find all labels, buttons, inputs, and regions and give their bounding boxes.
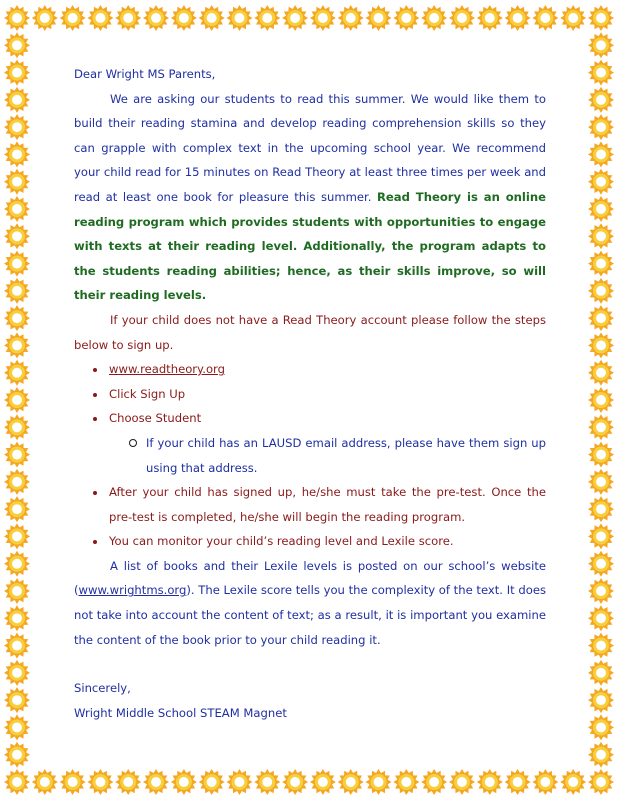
sun-icon — [199, 769, 225, 795]
sun-icon — [393, 769, 419, 795]
sun-icon — [4, 305, 30, 331]
sun-icon — [115, 5, 141, 31]
sun-icon — [4, 114, 30, 140]
sun-icon — [4, 769, 30, 795]
sun-icon — [4, 32, 30, 58]
sun-icon — [588, 251, 614, 277]
list-item — [74, 357, 546, 382]
spacer — [74, 652, 546, 676]
sun-icon — [4, 87, 30, 113]
sun-icon — [505, 5, 531, 31]
sun-icon — [4, 5, 30, 31]
bullet-icon — [93, 540, 97, 544]
sun-icon — [588, 442, 614, 468]
lexile-text-end: ). The Lexile score tells you the complexity of the text. It does not take into account the content of text; as a result, it is important you examine the content of the book prior to your child reading it. — [74, 583, 546, 647]
sun-icon — [4, 578, 30, 604]
sun-icon — [4, 278, 30, 304]
sun-icon — [310, 769, 336, 795]
sun-icon — [366, 5, 392, 31]
sun-icon — [4, 60, 30, 86]
sun-icon — [588, 5, 614, 31]
step-monitor: You can monitor your child’s reading level and Lexile score. — [109, 534, 454, 549]
signup-instructions: If your child does not have a Read Theory account please follow the steps below to sign up. — [74, 312, 546, 352]
sun-icon — [4, 360, 30, 386]
lausd-note: If your child has an LAUSD email address, please have them sign up using that address. — [146, 435, 546, 475]
list-item — [74, 529, 546, 554]
sun-icon — [60, 5, 86, 31]
sun-icon — [588, 223, 614, 249]
sun-icon — [366, 769, 392, 795]
sun-icon — [143, 5, 169, 31]
sun-icon — [588, 60, 614, 86]
sun-icon — [4, 660, 30, 686]
sun-icon — [171, 5, 197, 31]
sun-icon — [4, 742, 30, 768]
sun-icon — [588, 305, 614, 331]
sun-icon — [588, 360, 614, 386]
sun-icon — [4, 687, 30, 713]
lexile-text-start: A list of books and their Lexile levels is posted on our school’s website ( — [74, 558, 546, 598]
sun-icon — [588, 278, 614, 304]
sun-icon — [532, 5, 558, 31]
bullet-icon — [93, 417, 97, 421]
step-sign-up: Click Sign Up — [109, 386, 186, 401]
sun-icon — [560, 5, 586, 31]
sun-icon — [282, 769, 308, 795]
sun-icon — [310, 5, 336, 31]
sun-icon — [87, 5, 113, 31]
signature: Wright Middle School STEAM Magnet — [74, 705, 287, 720]
sun-icon — [4, 469, 30, 495]
sun-icon — [32, 5, 58, 31]
list-item — [74, 406, 546, 431]
sun-icon — [4, 551, 30, 577]
bullet-icon — [93, 393, 97, 397]
sun-icon — [421, 769, 447, 795]
closing: Sincerely, — [74, 681, 131, 696]
sun-icon — [588, 196, 614, 222]
sun-icon — [421, 5, 447, 31]
sun-icon — [588, 169, 614, 195]
step-pretest: After your child has signed up, he/she must take the pre-test. Once the pre-test is completed, he/she will begin the reading program. — [109, 485, 546, 524]
sun-icon — [588, 769, 614, 795]
sun-icon — [449, 5, 475, 31]
sun-icon — [199, 5, 225, 31]
signup-steps-list-continued — [74, 480, 546, 554]
sun-icon — [588, 114, 614, 140]
sun-icon — [227, 769, 253, 795]
sun-icon — [588, 32, 614, 58]
letter-body — [74, 62, 546, 725]
readtheory-link[interactable]: www.readtheory.org — [109, 362, 225, 377]
sun-icon — [4, 605, 30, 631]
sun-icon — [60, 769, 86, 795]
sun-icon — [588, 605, 614, 631]
sun-icon — [588, 469, 614, 495]
sun-icon — [477, 5, 503, 31]
sun-icon — [4, 332, 30, 358]
sun-icon — [588, 523, 614, 549]
sun-icon — [4, 714, 30, 740]
sun-icon — [4, 196, 30, 222]
sun-icon — [338, 5, 364, 31]
bullet-icon — [93, 368, 97, 372]
sun-icon — [505, 769, 531, 795]
greeting: Dear Wright MS Parents, — [74, 67, 216, 81]
sun-icon — [282, 5, 308, 31]
signup-steps-list — [74, 357, 546, 431]
sun-icon — [4, 251, 30, 277]
intro-text: We are asking our students to read this summer. We would like them to build their reading stamina and develop reading comprehension skills so they can grapple with complex text in the upcoming school year. We recommend your child read for 15 minutes on Read Theory at least three times per week and read at least one book for pleasure this summer. — [74, 91, 546, 204]
sun-icon — [4, 141, 30, 167]
sun-icon — [588, 687, 614, 713]
sun-icon — [560, 769, 586, 795]
sun-icon — [588, 633, 614, 659]
sun-icon — [338, 769, 364, 795]
sun-icon — [588, 714, 614, 740]
sun-icon — [588, 742, 614, 768]
sun-icon — [4, 387, 30, 413]
sun-icon — [4, 523, 30, 549]
school-website-link[interactable]: www.wrightms.org — [78, 583, 187, 598]
sun-icon — [588, 551, 614, 577]
sun-icon — [32, 769, 58, 795]
sun-icon — [393, 5, 419, 31]
list-item — [74, 382, 546, 407]
sun-icon — [115, 769, 141, 795]
sun-icon — [588, 87, 614, 113]
bullet-icon — [93, 491, 97, 495]
sun-icon — [87, 769, 113, 795]
lexile-paragraph — [74, 554, 546, 652]
sub-list-item — [74, 431, 546, 480]
sun-icon — [588, 414, 614, 440]
sun-icon — [588, 578, 614, 604]
list-item — [74, 480, 546, 529]
sun-icon — [588, 660, 614, 686]
read-theory-description: Read Theory is an online reading program which provides students with opportunities to engage with texts at their reading level. Additionally, the program adapts to the students reading abilities; hence, as their skills improve, so will their reading levels. — [74, 189, 546, 303]
sun-icon — [588, 496, 614, 522]
sun-icon — [4, 633, 30, 659]
sun-icon — [4, 223, 30, 249]
sun-icon — [4, 414, 30, 440]
sun-icon — [4, 496, 30, 522]
step-choose-student: Choose Student — [109, 411, 202, 426]
sun-icon — [477, 769, 503, 795]
sun-icon — [532, 769, 558, 795]
sun-icon — [588, 141, 614, 167]
hollow-bullet-icon — [129, 439, 137, 447]
sun-icon — [171, 769, 197, 795]
sun-icon — [254, 769, 280, 795]
sun-icon — [4, 442, 30, 468]
sun-icon — [254, 5, 280, 31]
sun-icon — [4, 169, 30, 195]
sun-icon — [588, 332, 614, 358]
sun-icon — [588, 387, 614, 413]
sun-icon — [143, 769, 169, 795]
sun-icon — [449, 769, 475, 795]
sun-icon — [227, 5, 253, 31]
intro-paragraph — [74, 87, 546, 308]
